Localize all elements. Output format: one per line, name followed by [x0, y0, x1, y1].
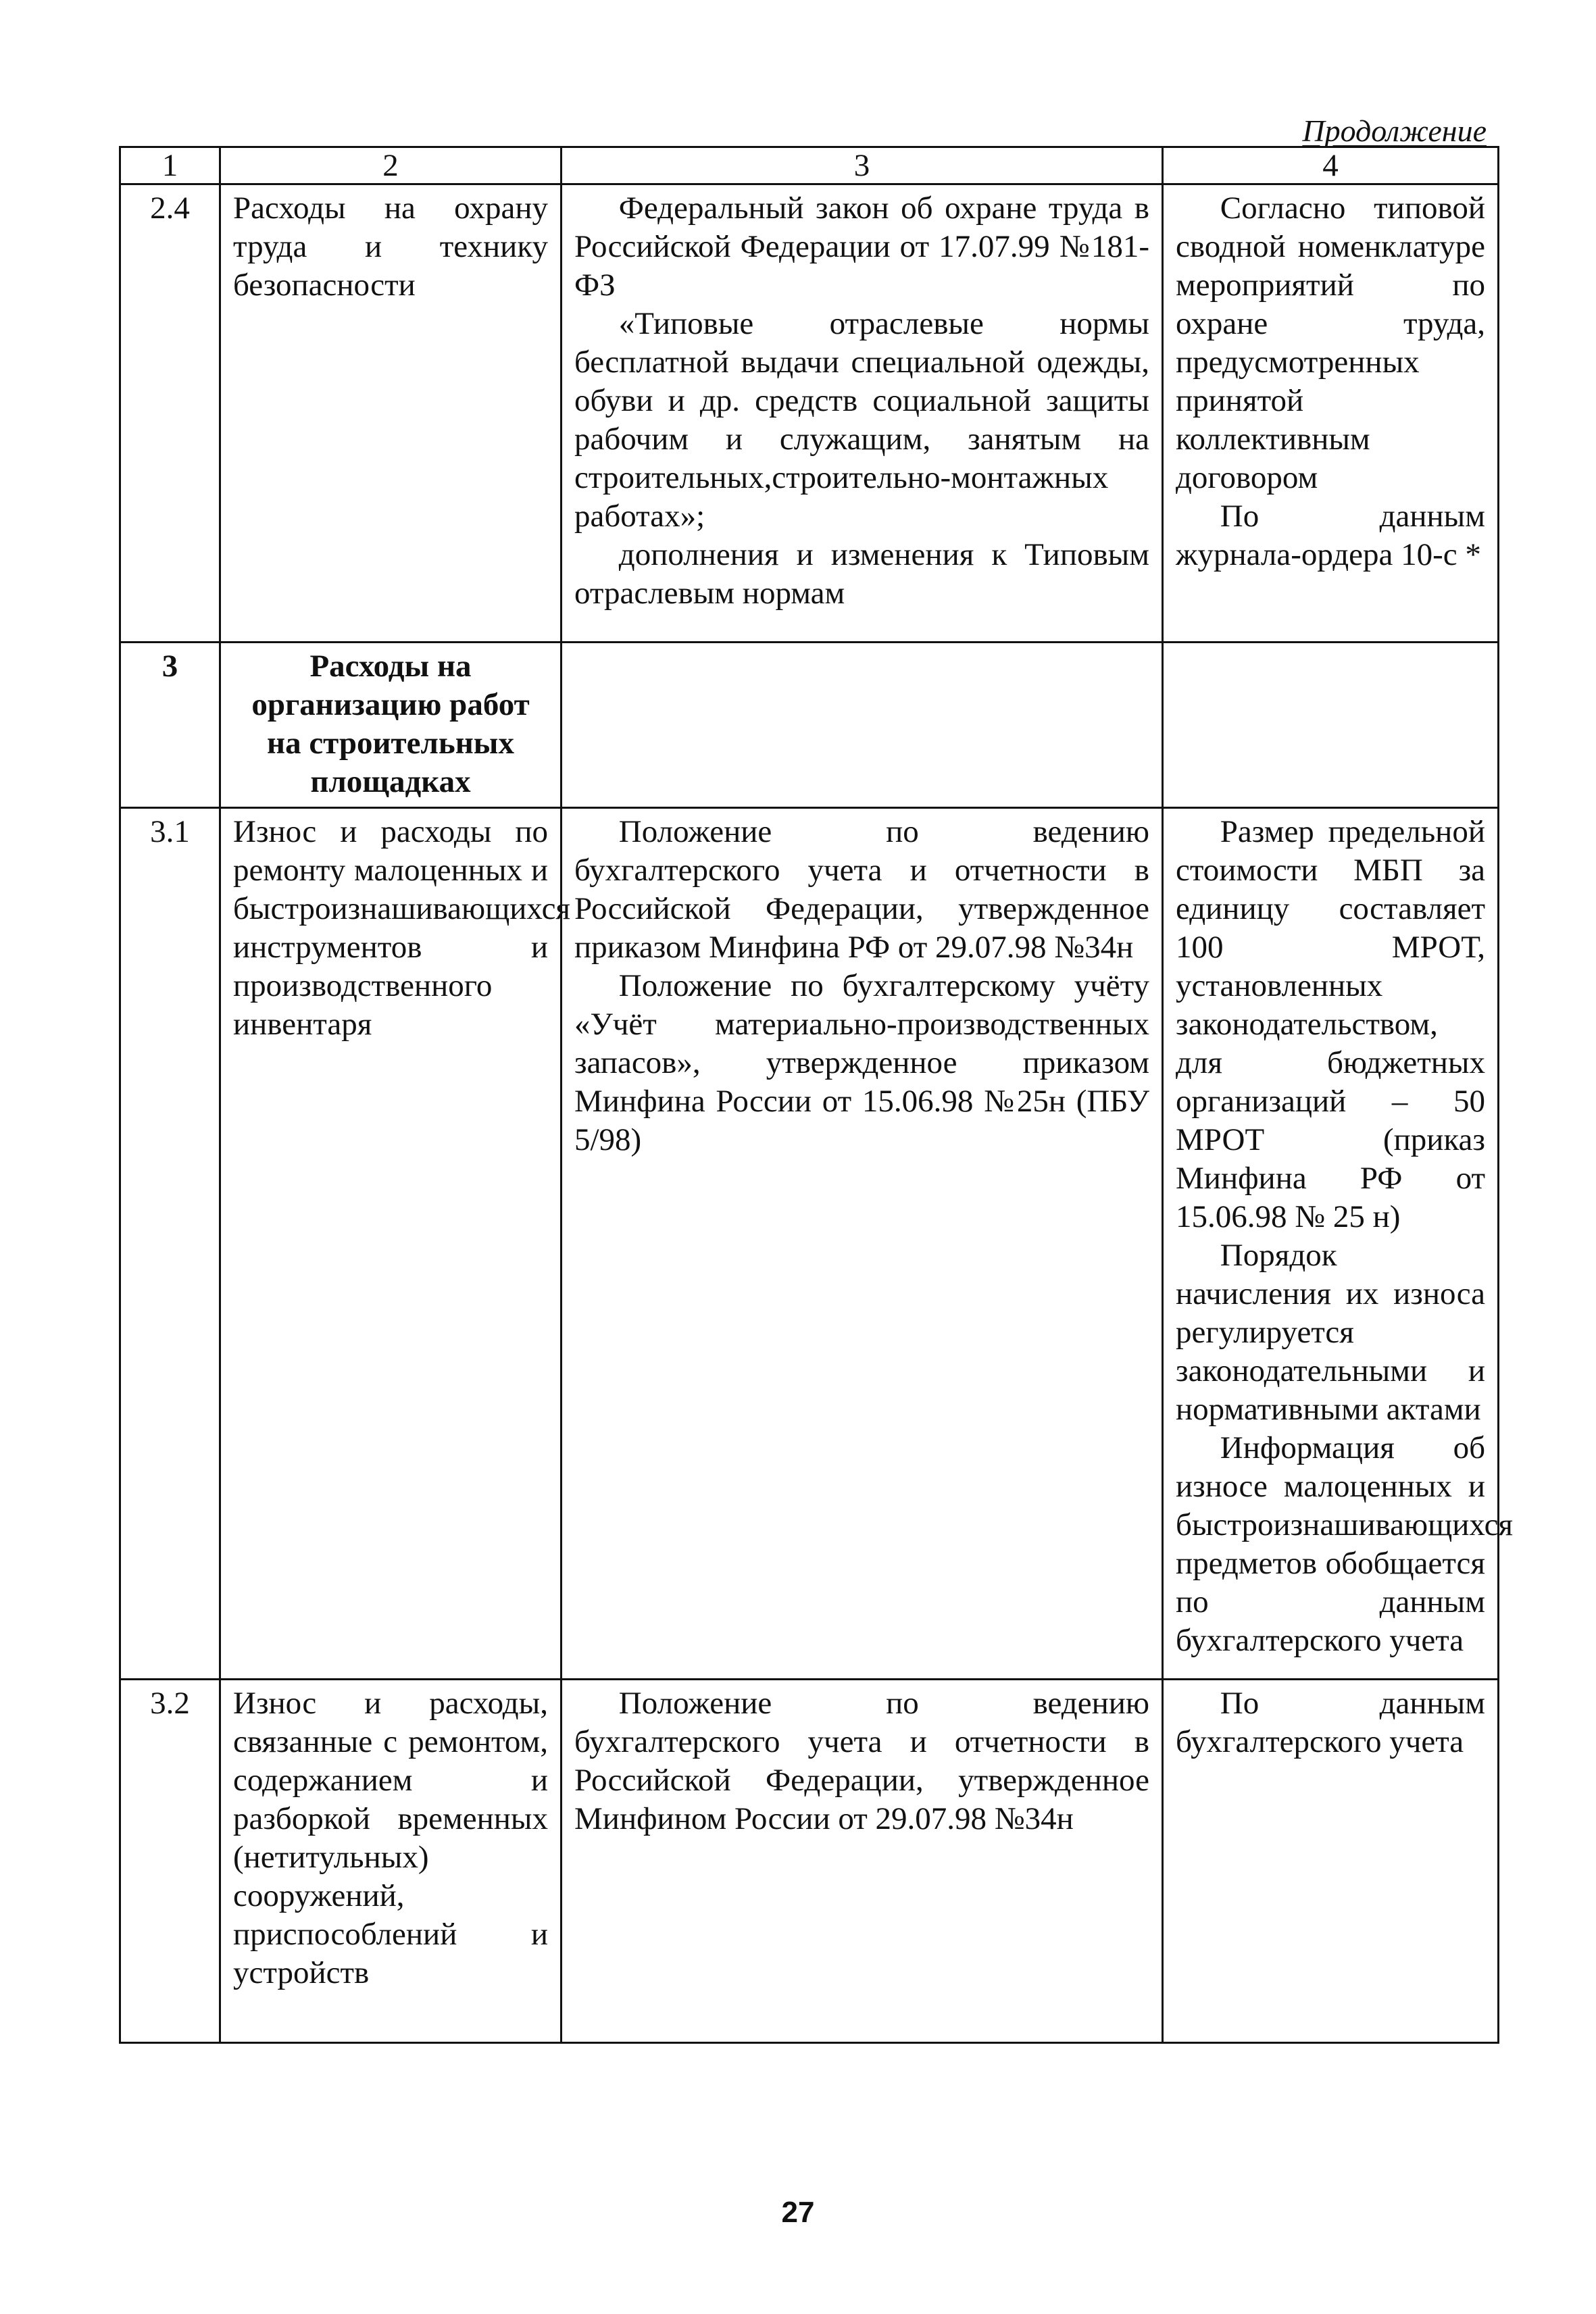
legal-basis-text: Положение по бухгалтерскому учёту «Учёт материально-производственных запасов», утвержденное приказом Минфина России от 15.06.98 №25н (ПБУ 5/98): [574, 968, 1149, 1157]
legal-basis-text: Федеральный закон об охране труда в Российской Федерации от 17.07.99 №181-ФЗ: [574, 191, 1149, 303]
legal-basis-cell: [562, 808, 1163, 1680]
source-cell: [1163, 1680, 1499, 2043]
source-text: Информация об износе малоценных и быстроизнашивающихся предметов обобщается по данным бухгалтерского учета: [1176, 1430, 1514, 1658]
continuation-label: Продолжение: [1302, 114, 1487, 148]
row-title: [220, 1680, 562, 2043]
header-cell-1: 1: [120, 147, 220, 184]
row-number: 2.4: [120, 184, 220, 643]
source-cell: [1163, 184, 1499, 643]
source-text: Порядок начисления их износа регулируется законодательными и нормативными актами: [1176, 1238, 1485, 1427]
table-row: [120, 643, 1499, 808]
row-title-text: Расходы на организацию работ на строительных площадках: [251, 649, 530, 799]
row-title: [220, 643, 562, 808]
header-cell-3: 3: [562, 147, 1163, 184]
row-title-text: Износ и расходы по ремонту малоценных и быстроизнашивающихся инструментов и производственного инвентаря: [233, 814, 571, 1042]
table-row: [120, 808, 1499, 1680]
row-number: 3: [120, 643, 220, 808]
row-title-text: Расходы на охрану труда и технику безопасности: [233, 191, 548, 303]
legal-basis-cell: [562, 643, 1163, 808]
legal-basis-text: дополнения и изменения к Типовым отраслевым нормам: [574, 537, 1149, 611]
source-cell: [1163, 643, 1499, 808]
table-row: [120, 184, 1499, 643]
row-title: [220, 808, 571, 1680]
table-row: [120, 1680, 1499, 2043]
page-number: 27: [781, 2196, 815, 2229]
row-number: 3.2: [120, 1680, 220, 2043]
legal-basis-cell: [562, 184, 1163, 643]
legal-basis-text: «Типовые отраслевые нормы бесплатной выдачи специальной одежды, обуви и др. средств социальной защиты рабочим и служащим, занятым на строительных,строительно-монтажных работах»;: [574, 306, 1149, 534]
source-text: Размер предельной стоимости МБП за единицу составляет 100 МРОТ, установленных законодательством, для бюджетных организаций – 50 МРОТ (приказ Минфина РФ от 15.06.98 № 25 н): [1176, 814, 1485, 1234]
header-cell-2: 2: [220, 147, 562, 184]
header-cell-4: 4: [1163, 147, 1499, 184]
row-title-text: Износ и расходы, связанные с ремонтом, содержанием и разборкой временных (нетитульных) сооружений, приспособлений и устройств: [233, 1686, 548, 1990]
source-text: По данным журнала-ордера 10-с *: [1176, 499, 1485, 572]
legal-basis-text: Положение по ведению бухгалтерского учета и отчетности в Российской Федерации, утвержденное Минфином России от 29.07.98 №34н: [574, 1686, 1149, 1836]
row-title: [220, 184, 562, 643]
source-cell: [1163, 808, 1514, 1680]
legal-basis-cell: [562, 1680, 1163, 2043]
legal-basis-text: Положение по ведению бухгалтерского учета и отчетности в Российской Федерации, утвержденное приказом Минфина РФ от 29.07.98 №34н: [574, 814, 1149, 965]
expense-table: [119, 146, 1514, 2044]
table-header-row: [120, 147, 1499, 184]
source-text: По данным бухгалтерского учета: [1176, 1686, 1485, 1759]
source-text: Согласно типовой сводной номенклатуре мероприятий по охране труда, предусмотренных принятой коллективным договором: [1176, 191, 1485, 495]
row-number: 3.1: [120, 808, 220, 1680]
